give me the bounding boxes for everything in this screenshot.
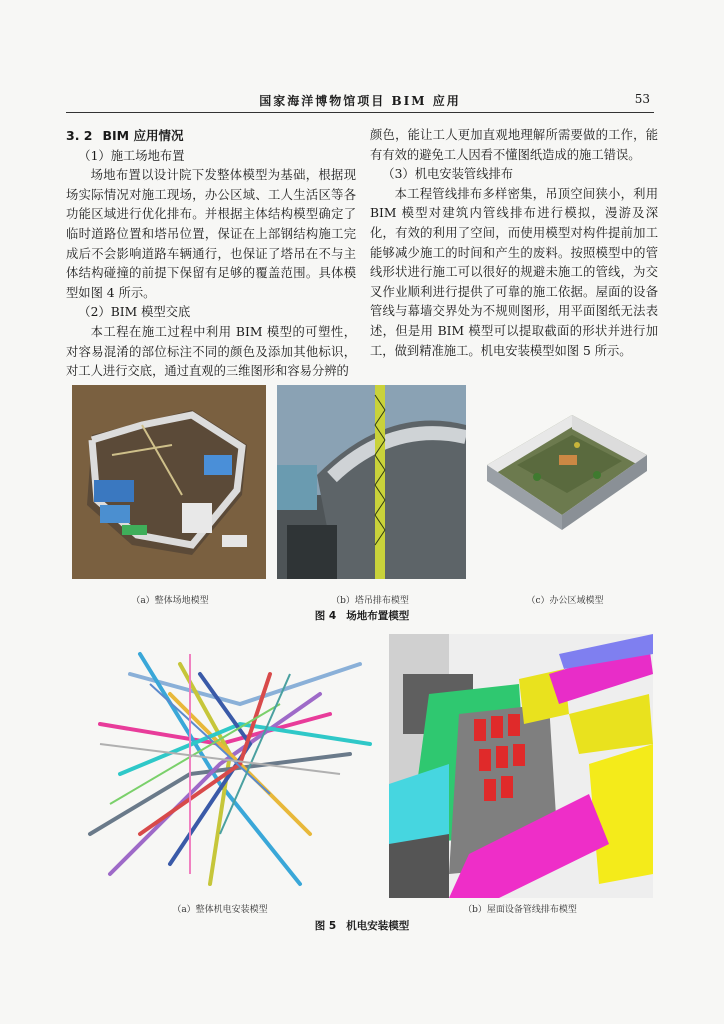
subheading-bim-briefing: （2）BIM 模型交底 xyxy=(78,305,191,320)
section-title: BIM 应用情况 xyxy=(102,128,184,143)
tower-crane-image xyxy=(277,385,466,579)
paragraph-bim-briefing-part1: 本工程在施工过程中利用 BIM 模型的可塑性，对容易混淆的部位标注不同的颜色及添加其他标识，对工人进行交底，通过直观的三维图形和容易分辨的 xyxy=(66,324,356,379)
figure4-title xyxy=(250,608,474,623)
figure5a-caption: （a）整体机电安装模型 xyxy=(172,905,268,915)
running-header xyxy=(66,88,654,113)
figure5-title-text: 机电安装模型 xyxy=(346,920,410,932)
figure4-title-text: 场地布置模型 xyxy=(346,610,410,622)
figure4c-caption: （c）办公区域模型 xyxy=(526,596,604,606)
figure4-number: 图 4 xyxy=(314,610,337,622)
section-heading xyxy=(66,126,356,146)
page-number: 53 xyxy=(634,92,650,106)
figure5b-caption: （b）屋面设备管线排布模型 xyxy=(463,905,577,915)
paragraph-mep-layout: 本工程管线排布多样密集，吊顶空间狭小，利用 BIM 模型对建筑内管线排布进行模拟，漫游及深化，有效的利用了空间，而使用模型对构件提前加工能够减少施工的时间和产生的废料。按照模型中的管线形状进行施工可以很好的规避未施工的管线，为交叉作业顺利进行提供了可靠的施工依据。屋面的设备管线与幕墙交界处为不规则图形，用平面图纸无法表述，但是用 BIM 模型可以提取截面的形状并进行加工，做到精准施工。机电安装模型如图 5 所示。 xyxy=(370,186,658,358)
subheading-site-layout: （1）施工场地布置 xyxy=(78,148,185,163)
site-model-image xyxy=(72,385,266,579)
mep-model-image xyxy=(70,634,374,898)
paragraph-site-layout: 场地布置以设计院下发整体模型为基础，根据现场实际情况对施工现场，办公区域、工人生活区等各功能区域进行优化排布。并根据主体结构模型确定了临时道路位置和塔吊位置，保证在上部钢结构施工完成后不会影响道路车辆通行，也保证了塔吊在不与主体结构碰撞的前提下保留有足够的覆盖范围。具体模型如图 4 所示。 xyxy=(66,168,356,300)
subheading-mep-layout: （3）机电安装管线排布 xyxy=(382,167,514,182)
section-number: 3. 2 xyxy=(66,128,93,143)
right-column xyxy=(370,126,658,361)
left-column xyxy=(66,126,356,382)
figure5-number: 图 5 xyxy=(314,920,337,932)
running-title: 国家海洋博物馆项目 BIM 应用 xyxy=(259,94,461,108)
office-area-image xyxy=(477,385,655,579)
figure4a-caption: （a）整体场地模型 xyxy=(131,596,209,606)
figure5-title xyxy=(250,918,474,933)
paragraph-bim-briefing-part2: 颜色，能让工人更加直观地理解所需要做的工作，能有有效的避免工人因看不懂图纸造成的施工错误。 xyxy=(370,128,658,162)
roof-pipeline-image xyxy=(389,634,653,898)
figure4b-caption: （b）塔吊排布模型 xyxy=(331,596,409,606)
